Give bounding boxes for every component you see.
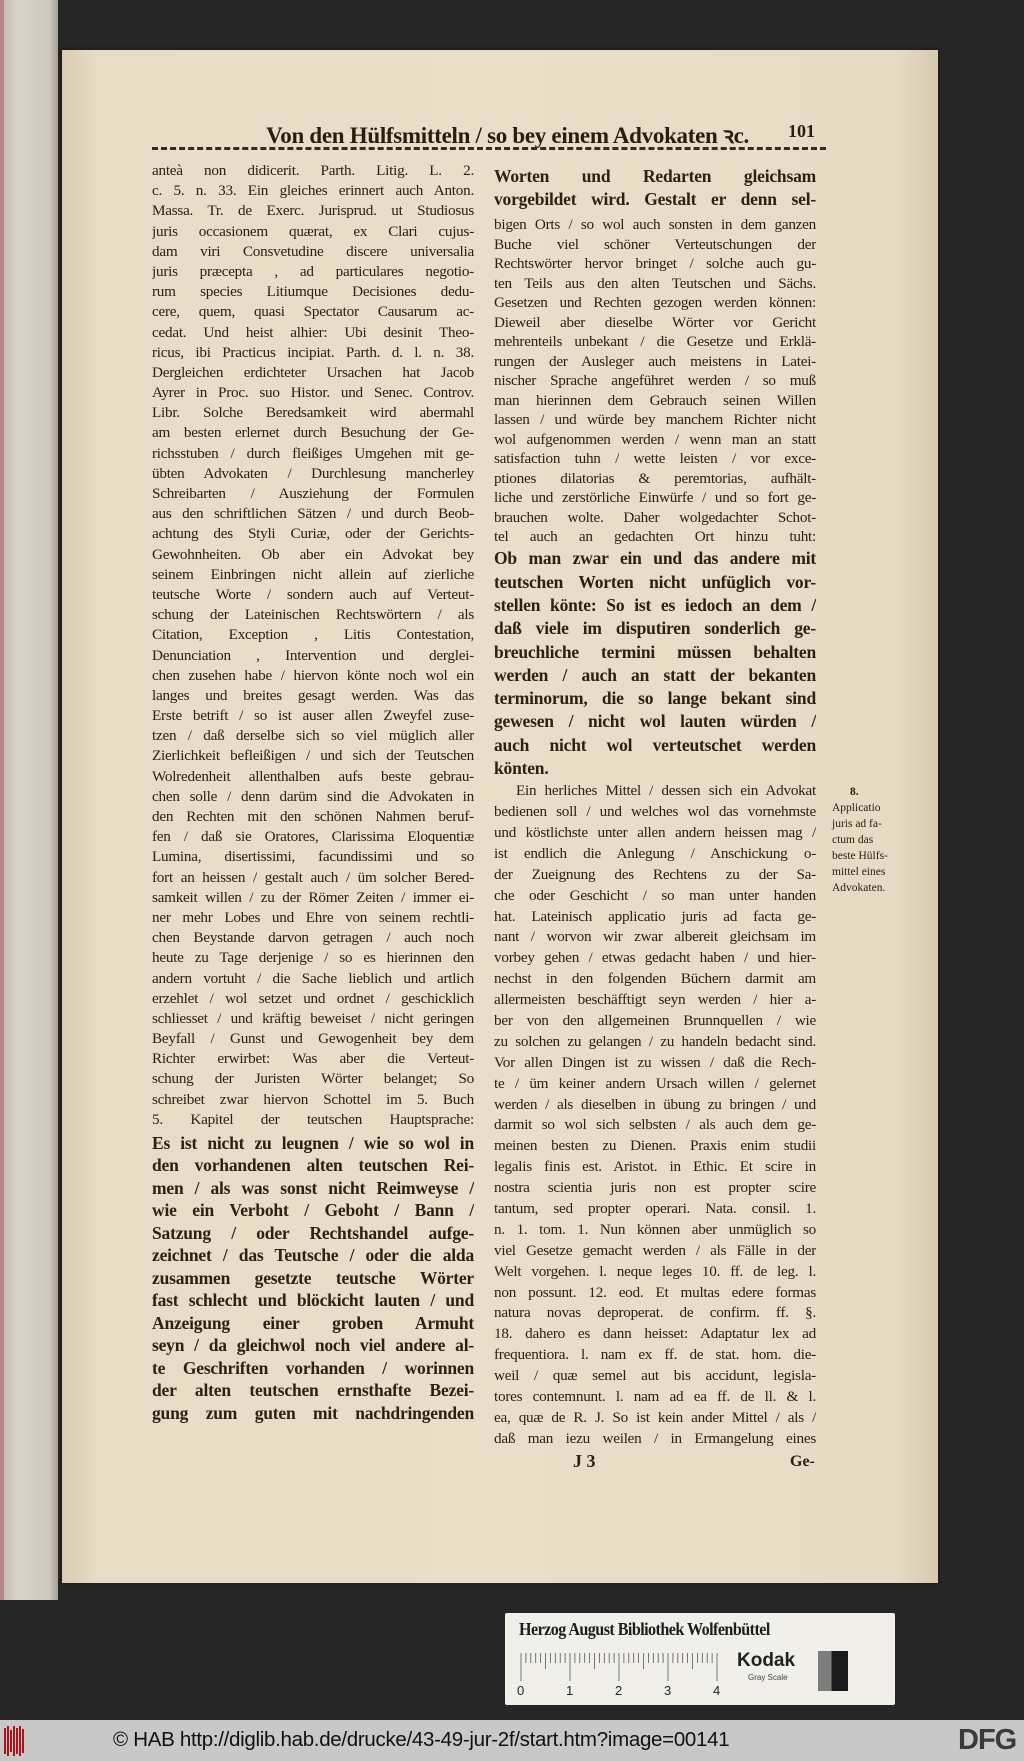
text-line: Lumina, disertissimi, facundissimi und so — [152, 848, 474, 866]
text-line: Citation, Exception , Litis Contestation, — [152, 626, 474, 644]
text-line: viel Gesetze gemacht werden / als Fälle in der — [494, 1241, 816, 1259]
marginal-note-line: Advokaten. — [832, 882, 886, 894]
text-line: legalis finis est. Aristot. in Ethic. Et scire in — [494, 1158, 816, 1176]
text-line: den vorhandenen alten teutschen Rei- — [152, 1155, 474, 1176]
text-line: Erste betrift / so ist auser allen Zweyfel zuse- — [152, 707, 474, 725]
text-line: heute zu Tage derjenige / so es hierinnen den — [152, 949, 474, 967]
text-line: erzehlet / wol setzet und ordnet / geschicklich — [152, 989, 474, 1007]
text-line: darmit so wol sich selbsten / als auch dem ge- — [494, 1116, 816, 1134]
library-color-scale-label — [505, 1613, 895, 1705]
text-line: allermeisten beschäfftigt seyn werden / hier a- — [494, 991, 816, 1009]
text-line: bedienen soll / und welches wol das vornehmste — [494, 803, 816, 821]
library-name: Herzog August Bibliothek Wolfenbüttel — [519, 1619, 770, 1639]
text-line: non possunt. 12. eod. Et multas edere formas — [494, 1283, 816, 1301]
text-line: Wolredenheit allenthalben aufs beste gebrau- — [152, 767, 474, 785]
text-line: ten Teils aus den alten Teutschen und Sächs. — [494, 274, 816, 292]
text-line: gung zum guten mit nachdringenden — [152, 1402, 474, 1423]
text-line: könten. — [494, 758, 549, 779]
text-line: chen Beystande darvon getragen / auch noch — [152, 929, 474, 947]
text-line: stellen könte: So ist es iedoch an dem / — [494, 594, 816, 615]
text-line: vorgebildet wird. Gestalt er denn sel- — [494, 188, 816, 209]
marginal-note-line: mittel eines — [832, 866, 886, 878]
text-line: cere, quem, quasi Spectator Causarum ac- — [152, 303, 474, 321]
text-line: seinem Einbringen nicht allein auf zierliche — [152, 565, 474, 583]
marginal-note-line: beste Hülfs- — [832, 850, 888, 862]
text-block — [494, 781, 816, 1450]
text-line: teutsche Worte / sondern auch auf Verteut- — [152, 585, 474, 603]
ruler-number: 0 — [517, 1683, 525, 1698]
text-line: richsstuben / durch fleißiges Umgehen mit ge- — [152, 444, 474, 462]
text-line: Vor allen Dingen ist zu wissen / daß die Rech- — [494, 1053, 816, 1071]
text-line: rum species Litiumque Decisiones dedu- — [152, 283, 474, 301]
text-line: fast schlecht und blöckicht lauten / und — [152, 1290, 474, 1311]
text-line: Satzung / oder Rechtshandel aufge- — [152, 1222, 474, 1243]
footer-bar — [0, 1720, 1024, 1761]
header-rule — [152, 147, 826, 150]
text-line: achtung des Styli Curiæ, oder der Gerichts- — [152, 525, 474, 543]
text-line: vorbey gehen / etwas gedacht haben / und hier- — [494, 949, 816, 967]
text-line: juris occasionem quærat, ex Clari cujus- — [152, 222, 474, 240]
marginal-number: 8. — [850, 786, 859, 798]
text-line: andern vortuht / die Sache lieblich und artlich — [152, 969, 474, 987]
text-line: übten Advokaten / Durchlesung mancherley — [152, 464, 474, 482]
text-line: anteà non didicerit. Parth. Litig. L. 2. — [152, 162, 474, 179]
text-line: tores contemnunt. l. nam ad ea ff. de ll. & l. — [494, 1388, 816, 1406]
text-line: zeichnet / das Teutsche / oder die alda — [152, 1245, 474, 1266]
marginal-note-line: Applicatio — [832, 802, 881, 814]
text-line: natura novas deproperat. de confirm. ff. §. — [494, 1304, 816, 1322]
text-line: auch nicht wol verteutschet werden — [494, 734, 816, 755]
text-line: ist endlich die Anlegung / Anschickung o- — [494, 844, 816, 862]
text-line: breuchliche termini müssen behalten — [494, 641, 816, 662]
text-line: bigen Orts / so wol auch sonsten in dem ganzen — [494, 216, 816, 233]
text-line: und köstlichste unter allen andern heissen mag / — [494, 823, 816, 841]
text-line: tantum, sed propter operari. Nata. consil. 1. — [494, 1200, 816, 1217]
text-line: brauchen wolte. Daher wolgedachter Schot- — [494, 508, 816, 526]
text-line: fen / daß sie Oratores, Clarissima Eloquentiæ — [152, 828, 474, 846]
adjacent-page-edge — [0, 0, 58, 1600]
text-line: nostra scientia juris non est propter scire — [494, 1179, 816, 1197]
text-line: Es ist nicht zu leugnen / wie so wol in — [152, 1132, 474, 1153]
text-line: Dieweil aber dieselbe Wörter vor Gericht — [494, 313, 816, 331]
ruler-number: 3 — [664, 1683, 672, 1698]
dfg-logo: DFG — [958, 1724, 1017, 1756]
text-line: Beyfall / Gunst und Gewogenheit bey dem — [152, 1030, 474, 1048]
catchword: Ge- — [790, 1453, 815, 1470]
text-line: Rechtswörter hervor bringet / solche auch gu- — [494, 255, 816, 272]
text-line: zusammen gesetzte teutsche Wörter — [152, 1267, 474, 1288]
text-line: Gesetzen und Rechten gezogen werden können: — [494, 294, 816, 311]
text-line: daß man iezu weilen / in Ermangelung eines — [494, 1429, 816, 1447]
text-line: Gewohnheiten. Ob aber ein Advokat bey — [152, 545, 474, 563]
text-line: chen solle / denn darüm sind die Advokaten in — [152, 787, 474, 805]
text-line: schung der Lateinischen Rechtswörtern / als — [152, 606, 474, 624]
text-line: Schreibarten / Ausziehung der Formulen — [152, 485, 474, 502]
permalink-url[interactable]: © HAB http://diglib.hab.de/drucke/43-49-jur-2f/start.htm?image=00141 — [113, 1728, 730, 1751]
running-head: Von den Hülfsmitteln / so bey einem Advokaten ꝛc. — [266, 123, 749, 148]
text-line: Ayrer in Proc. suo Histor. und Senec. Controv. — [152, 384, 474, 402]
text-line: Welt vorgehen. l. neque leges 10. ff. de leg. l. — [494, 1262, 816, 1280]
text-line: langes und breites gesagt werden. Was das — [152, 686, 474, 704]
text-line: lassen / und würde bey manchem Richter nicht — [494, 411, 816, 428]
text-line: weil / quæ semel aut bis accidunt, legisla- — [494, 1367, 816, 1385]
text-line: c. 5. n. 33. Ein gleiches erinnert auch Anton. — [152, 182, 474, 200]
ruler-number: 1 — [566, 1683, 574, 1698]
text-line: werden / als dieselben in übung zu bringen / und — [494, 1095, 816, 1113]
text-line: juris præcepta , ad particulares negotio- — [152, 262, 474, 280]
text-line: Anzeigung einer groben Armuht — [152, 1312, 474, 1333]
text-line: ber von den allgemeinen Brunnquellen / wie — [494, 1011, 816, 1029]
text-line: che oder Geschicht / so man unter handen — [494, 886, 816, 904]
marginal-note-line: ctum das — [832, 834, 874, 846]
text-line: n. 1. tom. 1. Nun können aber unmüglich so — [494, 1220, 816, 1238]
text-line: seyn / da gleichwol noch viel andere al- — [152, 1335, 474, 1356]
text-line: Ob man zwar ein und das andere mit — [494, 548, 816, 569]
text-line: frequentiora. l. nam ex ff. de stat. hom. die- — [494, 1346, 816, 1364]
hab-logo-icon — [4, 1726, 26, 1756]
text-line: fort an heissen / gestalt auch / üm solcher Bered- — [152, 868, 474, 886]
text-line: daß viele im disputiren sonderlich ge- — [494, 618, 816, 639]
text-line: Dergleichen erdichteter Ursachen hat Jacob — [152, 363, 474, 381]
text-block — [152, 1132, 474, 1425]
text-line: ricus, ibi Practicus incipiat. Parth. d. l. n. 38. — [152, 343, 474, 361]
text-line: chen zusehen habe / hiervon könte noch wol ein — [152, 666, 474, 684]
ruler-number: 2 — [615, 1683, 623, 1698]
text-block — [494, 165, 816, 211]
text-line: ptiones dilatorias & peremtorias, aufhält- — [494, 469, 816, 487]
text-line: am besten erlernet durch Besuchung der Ge- — [152, 424, 474, 442]
text-block — [494, 215, 816, 547]
text-line: hat. Lateinisch applicatio juris ad facta ge- — [494, 907, 816, 925]
signature-mark: J 3 — [573, 1451, 596, 1471]
text-block — [152, 161, 474, 1130]
text-line: 5. Kapitel der teutschen Hauptsprache: — [152, 1110, 474, 1128]
text-line: gewesen / nicht wol lauten würden / — [494, 711, 816, 732]
text-line: der Zueignung des Rechtens zu der Sa- — [494, 865, 816, 883]
text-line: terminorum, die so lange bekant sind — [494, 688, 816, 709]
text-line: mehrenteils unbekant / die Gesetze und Erklä- — [494, 333, 816, 350]
text-line: dam viri Consvetudine discere universalia — [152, 242, 474, 260]
text-block — [494, 547, 816, 780]
text-line: samkeit willen / zu der Römer Zeiten / immer ei- — [152, 888, 474, 906]
text-line: der alten teutschen ernsthafte Bezei- — [152, 1380, 474, 1401]
text-line: zu solchen zu gelangen / zu handeln bedacht sind. — [494, 1032, 816, 1050]
text-line: den Rechten mit den schönen Nahmen beruf- — [152, 808, 474, 825]
text-line: satisfaction tuhn / wette leisten / vor exce- — [494, 450, 816, 467]
text-line: wie ein Verboht / Geboht / Bann / — [152, 1200, 474, 1221]
text-line: Denunciation , Intervention und derglei- — [152, 646, 474, 664]
text-line: Libr. Solche Beredsamkeit wird abermahl — [152, 404, 474, 422]
kodak-brand: Kodak — [737, 1650, 796, 1671]
text-line: werden / auch an statt der bekanten — [494, 664, 816, 685]
gray-patch — [818, 1651, 848, 1691]
text-line: ea, quæ de R. J. So ist kein ander Mittel / als / — [494, 1408, 816, 1426]
marginal-note-line: juris ad fa- — [832, 818, 882, 830]
ruler-scale — [519, 1653, 719, 1681]
text-line: meinen besten zu Dienen. Praxis enim studii — [494, 1137, 816, 1155]
marginal-note — [832, 784, 904, 896]
text-line: man hierinnen dem Gebrauch seinen Willen — [494, 391, 816, 409]
gray-scale-caption: Gray Scale — [748, 1673, 788, 1682]
text-line: cedat. Und heist alhier: Ubi desinit Theo- — [152, 323, 474, 341]
text-line: Richter erwirbet: Was aber die Verteut- — [152, 1050, 474, 1068]
text-line: nischer Sprache angeführet werden / so muß — [494, 372, 816, 389]
page-number: 101 — [788, 121, 815, 141]
text-line: wol aufgenommen werden / wenn man an statt — [494, 430, 816, 448]
text-line: Massa. Tr. de Exerc. Jurisprud. ut Studiosus — [152, 202, 474, 220]
text-line: nant / worvon wir zwar albereit gleichsam im — [494, 928, 816, 946]
text-line: aus den schriftlichen Sätzen / und durch Beob- — [152, 505, 474, 523]
text-line: nechst in den folgenden Büchern darmit am — [494, 970, 816, 988]
text-line: tzen / daß derselbe sich so viel müglich aller — [152, 727, 474, 745]
text-line: rungen der Ausleger auch meistens in Latei- — [494, 352, 816, 370]
text-line: schliesset / und kräftig beweiset / nicht geringen — [152, 1009, 474, 1027]
text-line: teutschen Worten nicht unfüglich vor- — [494, 571, 816, 592]
text-line: schung der Juristen Wörter belanget; So — [152, 1070, 474, 1088]
text-line: 18. dahero es dann heisset: Adaptatur lex ad — [494, 1325, 816, 1343]
text-line: Zierlichkeit befleißigen / und sich der Teutschen — [152, 747, 474, 765]
text-line: men / als was sonst nicht Reimweyse / — [152, 1177, 474, 1198]
text-line: tel auch an gedachten Ort hinzu tuht: — [494, 528, 816, 545]
text-line: liche und zerstörliche Einwürfe / und so fort ge- — [494, 489, 816, 506]
text-line: ner mehr Lobes und Ehre von seinem rechtli- — [152, 908, 474, 926]
text-line: Buche viel schöner Verteutschungen der — [494, 235, 816, 253]
ruler-number: 4 — [713, 1683, 721, 1698]
text-line: Ein herliches Mittel / dessen sich ein Advokat — [516, 782, 816, 800]
text-line: schreibet zwar hiervon Schottel im 5. Buch — [152, 1090, 474, 1108]
text-line: te / üm keiner andern Ursach willen / gelernet — [494, 1074, 816, 1092]
text-line: te Geschriften vorhanden / worinnen — [152, 1357, 474, 1378]
text-line: Worten und Redarten gleichsam — [494, 165, 816, 186]
